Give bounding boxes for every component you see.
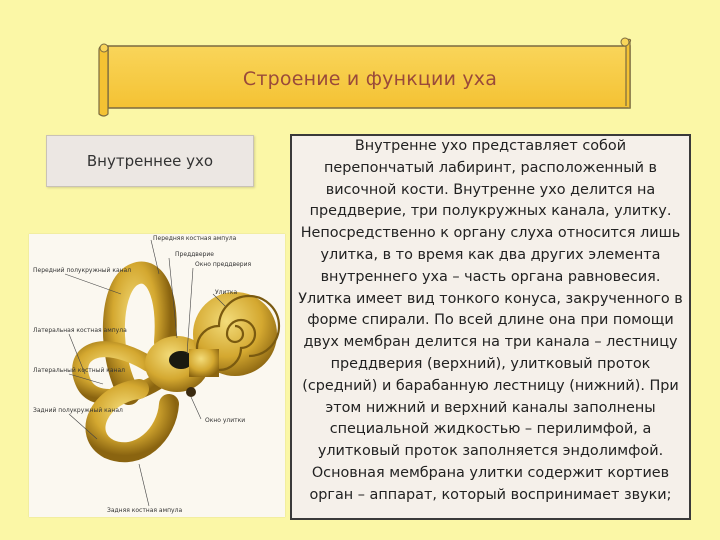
inner-ear-illustration [29,234,285,517]
label-oval-window: Окно преддверия [195,261,252,268]
label-lateral-canal: Латеральный костный канал [33,367,125,374]
label-lateral-ampulla: Латеральная костная ампула [33,327,127,334]
label-cochlea: Улитка [215,289,238,296]
section-subtitle [46,135,254,187]
label-vestibule: Преддверие [175,251,214,258]
page-title: Строение и функции уха [242,68,498,90]
description-panel [290,134,691,520]
posterior-canal-shape [95,389,169,452]
label-posterior-ampulla: Задняя костная ампула [107,507,183,514]
round-window-shape [186,387,196,397]
description-text: Внутренне ухо представляет собой перепончатый лабиринт, расположенный в височной кости. Внутренне ухо делится на преддверие, три полукружных канала, улитку. Непосредственно к органу слуха относится лишь улитка, в то время как два других элемента внутреннего уха – часть органа равновесия. Улитка имеет вид тонкого конуса, закрученного в форме спирали. По всей длине она при помощи двух мембран делится на три канала – лестницу преддверия (верхний), улитковый проток (средний) и барабанную лестницу (нижний). При этом нижний и верхний каналы заполнены специальной жидкостью – перилимфой, а улитковый проток заполняется эндолимфой. Основная мембрана улитки содержит кортиев орган – аппарат, который воспринимает звуки; [298,138,683,503]
label-anterior-ampulla: Передняя костная ампула [153,235,237,242]
label-anterior-canal: Передний полукружный канал [33,267,132,274]
label-round-window: Окно улитки [205,417,246,424]
label-posterior-canal: Задний полукружный канал [33,407,123,414]
section-subtitle-label: Внутреннее ухо [86,152,214,170]
